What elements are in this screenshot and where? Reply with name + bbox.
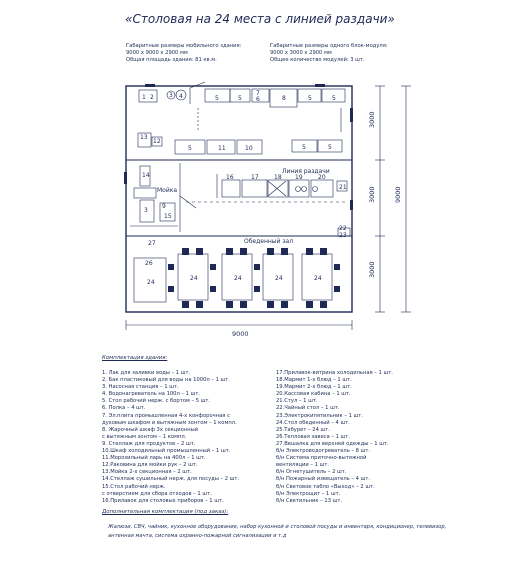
label-5g: 5 — [328, 144, 332, 151]
legend-item: с отверстием для сбора отходов – 1 шт. — [102, 490, 212, 497]
stool — [226, 248, 233, 255]
label-5c: 5 — [308, 95, 312, 102]
dim-height: 9000 — [394, 186, 402, 203]
spec-block-dims-value: 9000 х 3000 х 2900 мм — [270, 50, 332, 56]
legend-item: 16.Прилавок для столовых приборов – 1 шт. — [102, 497, 224, 504]
label-3: 3 — [169, 92, 173, 99]
label-4: 4 — [179, 93, 183, 100]
label-3b: 3 — [144, 207, 148, 214]
shelf-7 — [252, 89, 269, 102]
extra-text: Жалюзи, СВЧ, чайник, кухонное оборудование, набор кухонной и столовой посуды и инвентаря, кондиционер, телевизор, антенная мачта, система охранно-пожарной сигнализации и т.д — [108, 524, 447, 539]
label-7: 7 — [256, 90, 260, 97]
label-27: 27 — [148, 240, 156, 247]
stool — [306, 301, 313, 308]
room-washing: Мойка — [157, 187, 178, 194]
washing-sink — [134, 188, 156, 198]
spec-mobile-dims-value: 9000 х 9000 х 2900 мм — [126, 50, 188, 56]
stool — [240, 301, 247, 308]
legend-item: 26.Тепловая завеса – 1 шт. — [276, 433, 350, 440]
legend-item: 20.Кассовая кабина – 1 шт. — [276, 391, 351, 398]
label-1: 1 — [142, 94, 146, 101]
legend-item: 1. Лак для заливки воды – 1 шт. — [102, 370, 191, 376]
extra-header: Дополнительная комплектация (под заказ): — [102, 509, 229, 515]
label-8: 8 — [282, 95, 286, 102]
label-18: 18 — [274, 174, 282, 181]
window-top — [145, 84, 155, 87]
legend-item: 5. Стол рабочий нерж. с бортом – 5 шт. — [102, 398, 211, 405]
stool — [281, 301, 288, 308]
stool — [240, 248, 247, 255]
legend-item: 11.Морозильный ларь на 400л – 1 шт. — [102, 455, 206, 462]
legend-item: 4. Водонагреватель на 100л – 1 шт. — [102, 391, 201, 398]
legend-item: 6. Полка – 4 шт. — [102, 405, 146, 412]
legend-item: 19.Мармит 2-х блюд – 1 шт. — [276, 384, 352, 391]
legend-item: 10.Шкаф холодильный промышленный – 1 шт. — [102, 448, 231, 455]
stool — [334, 264, 340, 270]
label-12: 12 — [153, 138, 161, 145]
stool — [168, 264, 174, 270]
label-21: 21 — [339, 184, 347, 191]
label-24a: 24 — [147, 279, 155, 286]
stool — [306, 248, 313, 255]
stool — [210, 286, 216, 292]
label-17: 17 — [251, 174, 259, 181]
stool — [254, 286, 260, 292]
label-5f: 5 — [302, 144, 306, 151]
room-serving-line: Линия раздачи — [282, 168, 330, 175]
window-right — [350, 108, 353, 122]
stool — [168, 286, 174, 292]
stool — [254, 264, 260, 270]
stool — [267, 248, 274, 255]
legend-item: 14.Стеллаж сушильный нерж. для посуды – 2 шт. — [102, 476, 240, 483]
door-swing — [190, 82, 205, 88]
cashier-20 — [311, 180, 333, 197]
label-11: 11 — [218, 145, 226, 152]
stool — [182, 301, 189, 308]
legend-item: 15.Стол рабочий нерж. — [102, 483, 166, 490]
stool — [281, 248, 288, 255]
legend-item: 22.Чайный стол – 1 шт. — [276, 405, 340, 412]
stool — [320, 301, 327, 308]
dim-width: 9000 — [232, 330, 249, 338]
room-dining: Обеденный зал — [244, 238, 294, 245]
label-19: 19 — [295, 174, 303, 181]
showcase-17 — [242, 180, 267, 197]
stool — [320, 248, 327, 255]
label-24b: 24 — [190, 275, 198, 282]
stool — [334, 286, 340, 292]
dim-module-top: 3000 — [368, 111, 376, 128]
stool — [196, 301, 203, 308]
dim-module-bot: 3000 — [368, 261, 376, 278]
dim-module-mid: 3000 — [368, 186, 376, 203]
label-22: 22 — [339, 225, 347, 232]
legend-item: б/н Огнетушитель – 2 шт. — [276, 469, 347, 476]
legend-item: б/н Система приточно-вытяжной — [276, 455, 367, 462]
legend-right — [276, 370, 393, 505]
legend-item: духовым шкафом и вытяжным зонтом – 1 компл. — [102, 419, 237, 426]
legend-item: 24.Стол обеденный – 4 шт. — [276, 419, 350, 426]
legend-item: 3. Насосная станция – 1 шт. — [102, 384, 179, 391]
window-left — [124, 172, 127, 184]
label-13: 13 — [140, 134, 148, 141]
legend-item: 17.Прилавок-витрина холодильная – 1 шт. — [276, 370, 393, 376]
legend-item: 27.Вешалка для верхней одежды – 1 шт. — [276, 440, 389, 447]
legend-left — [102, 370, 239, 505]
label-5d: 5 — [332, 95, 336, 102]
legend-header: Комплектация здания: — [102, 355, 168, 361]
window-right — [350, 200, 353, 210]
marmite-pot-1 — [296, 187, 301, 192]
legend-item: б/н Электрощит – 1 шт. — [276, 490, 341, 497]
legend-item: 13.Мойка 2-х секционная – 2 шт. — [102, 469, 192, 476]
label-9: 9 — [162, 203, 166, 210]
legend-item: 21.Стул – 1 шт. — [276, 398, 318, 405]
stool — [196, 248, 203, 255]
legend-item: б/н Световое табло «Выход» – 2 шт. — [276, 483, 375, 490]
label-14: 14 — [142, 172, 150, 179]
legend-item: 2. Бак пластиковый для воды на 1000л – 1 шт. — [102, 377, 230, 384]
legend-item: 8. Жарочный шкаф 3х секционный — [102, 426, 199, 433]
spec-module-count: Общее количество модулей: 3 шт. — [270, 57, 365, 63]
label-10: 10 — [245, 145, 253, 152]
legend-item: б/н Пожарный извещатель – 4 шт. — [276, 476, 371, 483]
label-6: 6 — [256, 96, 260, 103]
stool — [210, 264, 216, 270]
label-23: 23 — [339, 232, 347, 239]
stool — [226, 301, 233, 308]
label-15: 15 — [164, 213, 172, 220]
window-top — [315, 84, 325, 87]
legend-item: 7. Эл.плита промышленная 4-х конфорочная с — [102, 412, 230, 419]
legend-item: 18.Мармит 1-х блюд – 1 шт. — [276, 377, 352, 384]
page-title: «Столовая на 24 места с линией раздачи» — [125, 12, 395, 26]
label-26: 26 — [145, 260, 153, 267]
label-5b: 5 — [238, 95, 242, 102]
spec-mobile-dims: Габаритные размеры мобильного здания: — [126, 43, 242, 49]
legend-item: 23.Электрокипятильник – 1 шт. — [276, 412, 363, 419]
label-24d: 24 — [275, 275, 283, 282]
legend-item: 9. Стеллаж для продуктов – 2 шт. — [102, 440, 196, 447]
stool — [267, 301, 274, 308]
legend-item: вентиляции – 1 шт. — [276, 462, 330, 469]
stool — [182, 248, 189, 255]
legend-item: б/н Электроводогреватель – 8 шт. — [276, 448, 371, 455]
legend-item: 12.Раковина для мойки рук – 2 шт. — [102, 462, 198, 469]
label-20: 20 — [318, 174, 326, 181]
counter-16 — [222, 180, 240, 197]
marmite-pot-2 — [302, 187, 307, 192]
marmite-19 — [289, 180, 309, 197]
label-5a: 5 — [215, 95, 219, 102]
spec-block-dims: Габаритные размеры одного блок-модуля: — [270, 43, 388, 49]
label-24c: 24 — [234, 275, 242, 282]
spec-total-area: Общая площадь здания: 81 кв.м. — [126, 57, 217, 63]
label-5e: 5 — [188, 145, 192, 152]
legend-item: б/н Светильник – 13 шт. — [276, 497, 343, 504]
legend-item: с вытяжным зонтом – 1 компл. — [102, 433, 187, 440]
legend-item: 25.Табурет – 24 шт. — [276, 426, 330, 433]
marmite-18 — [268, 180, 288, 197]
label-24e: 24 — [314, 275, 322, 282]
marmite-pot-3 — [313, 187, 318, 192]
label-16: 16 — [226, 174, 234, 181]
label-2: 2 — [150, 94, 154, 101]
